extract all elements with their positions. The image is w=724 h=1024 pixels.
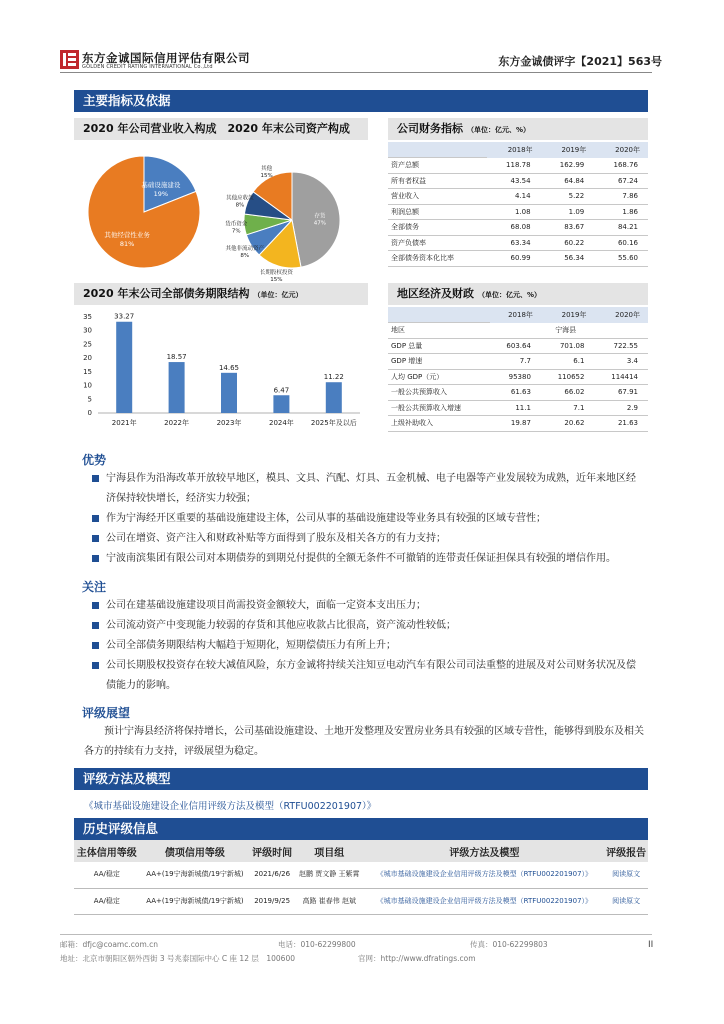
bullet-text: 作为宁海经开区重要的基础设施建设主体，公司从事的基础设施建设等业务具有较强的区域专营性； (106, 513, 546, 524)
cell: 2.9 (594, 400, 648, 416)
footer-email: 邮箱：dfjc@coamc.com.cn (60, 940, 159, 949)
history-cell: AA/稳定 (74, 888, 140, 914)
debt-y-tick: 25 (83, 340, 92, 349)
outlook-text: 预计宁海县经济将保持增长，公司基础设施建设、土地开发整理及安置房业务具有较强的区域专营性，能够得到股东及相关各方的持续有力支持，评级展望为稳定。 (84, 726, 644, 757)
footer-phone: 电话：010-62299800 (278, 940, 356, 949)
cell: 61.63 (490, 385, 541, 401)
cell: 所有者权益 (388, 173, 487, 189)
section-outlook: 评级展望 (82, 706, 131, 720)
logo-icon (60, 50, 79, 69)
bullet-item (92, 469, 637, 509)
debt-x-tick: 2025年及以后 (310, 419, 357, 427)
table-row (388, 416, 648, 432)
bullet-item (92, 616, 637, 636)
bullet-item (92, 509, 637, 529)
cell: 21.63 (594, 416, 648, 432)
cell: 68.08 (487, 220, 541, 236)
region-panel (388, 283, 648, 435)
history-cell: 赵鹏 贾文静 王紫霄 (294, 862, 364, 888)
pie-charts (74, 140, 368, 283)
company-name-en: GOLDEN CREDIT RATING INTERNATIONAL Co.,Ltd (82, 64, 213, 70)
bullet-text: 宁海县作为沿海改革开放较早地区，模具、文具、汽配、灯具、五金机械、电子电器等产业发展较为成熟，近年来地区经济保持较快增长，经济实力较强； (106, 473, 636, 504)
cell: 722.55 (594, 338, 648, 354)
cell: 5.22 (541, 189, 595, 205)
history-cell: 2021/6/26 (250, 862, 294, 888)
cell: 168.76 (594, 158, 648, 174)
cell: 全部债务资本化比率 (388, 251, 487, 267)
cell: 地区 (388, 323, 490, 339)
asset-label-pct: 15% (260, 173, 273, 180)
cell: 60.16 (594, 235, 648, 251)
cell: 全部债务 (388, 220, 487, 236)
cell: 64.84 (541, 173, 595, 189)
year-header: 2018年 (487, 142, 541, 158)
cell: 63.34 (487, 235, 541, 251)
table-row (388, 158, 648, 174)
year-header: 2019年 (541, 307, 595, 323)
asset-label (314, 211, 326, 226)
table-header-row (388, 307, 648, 323)
asset-label (260, 164, 272, 179)
cell: GDP 增速 (388, 354, 490, 370)
table-row (388, 235, 648, 251)
cell: 84.21 (594, 220, 648, 236)
history-cell[interactable]: 阅读原文 (604, 888, 648, 914)
history-cell[interactable]: 《城市基础设施建设企业信用评级方法及模型（RTFU002201907）》 (364, 888, 604, 914)
cell: 1.09 (541, 204, 595, 220)
cell: 66.02 (541, 385, 595, 401)
bullet-text: 公司全部债务期限结构大幅趋于短期化，短期偿债压力有所上升； (106, 640, 396, 651)
history-cell: 高路 崔春伟 赵斌 (294, 888, 364, 914)
history-header: 评级方法及模型 (364, 840, 604, 862)
debt-y-tick: 0 (87, 409, 92, 417)
debt-x-tick: 2023年 (216, 419, 242, 427)
table-row (388, 189, 648, 205)
year-header: 2020年 (594, 307, 648, 323)
debt-chart-title: 2020 年末公司全部债务期限结构 （单位：亿元） (74, 283, 368, 305)
cell: 1.08 (487, 204, 541, 220)
bullet-text: 公司在增资、资产注入和财政补贴等方面得到了股东及相关各方的有力支持； (106, 533, 446, 544)
debt-value-label: 18.57 (166, 353, 187, 362)
debt-bar (273, 395, 289, 413)
cell: 60.22 (541, 235, 595, 251)
cell: 60.99 (487, 251, 541, 267)
cell: 1.86 (594, 204, 648, 220)
cell: 7.86 (594, 189, 648, 205)
bullet-item (92, 596, 637, 616)
table-row (388, 251, 648, 267)
bullet-text: 公司流动资产中变现能力较弱的存货和其他应收款占比很高，资产流动性较低； (106, 620, 456, 631)
debt-y-tick: 15 (83, 367, 92, 376)
history-cell: AA+(19宁海新城债/19宁新城) (140, 862, 251, 888)
page-number: II (648, 940, 654, 950)
history-cell[interactable]: 《城市基础设施建设企业信用评级方法及模型（RTFU002201907）》 (364, 862, 604, 888)
revenue-chart-title: 2020 年公司营业收入构成 (83, 122, 217, 135)
debt-value-label: 11.22 (323, 373, 344, 382)
history-cell: 2019/9/25 (250, 888, 294, 914)
debt-y-tick: 20 (83, 354, 92, 363)
asset-label-pct: 15% (270, 276, 283, 283)
cell: 宁海县 (490, 323, 648, 339)
report-number: 东方金诚债评字【2021】563号 (498, 55, 662, 68)
debt-x-tick: 2022年 (164, 419, 190, 427)
cell: 701.08 (541, 338, 595, 354)
fin-panel (388, 118, 648, 274)
section-main-indicators: 主要指标及依据 (74, 90, 648, 112)
debt-bar (221, 373, 237, 413)
debt-bar (169, 362, 185, 413)
year-header: 2019年 (541, 142, 595, 158)
table-row (388, 204, 648, 220)
asset-label-name: 其他应收款 (226, 195, 254, 202)
cell: 67.24 (594, 173, 648, 189)
section-concerns: 关注 (82, 580, 107, 594)
debt-x-tick: 2024年 (268, 419, 294, 427)
bullet-text: 宁波南滨集团有限公司对本期债券的到期兑付提供的全额无条件不可撤销的连带责任保证担保具有较强的增信作用。 (106, 553, 616, 564)
history-row (74, 862, 648, 888)
cell: 20.62 (541, 416, 595, 432)
history-header: 主体信用等级 (74, 840, 140, 862)
debt-value-label: 14.65 (218, 363, 240, 372)
history-cell: AA+(19宁海新城债/19宁新城) (140, 888, 251, 914)
debt-value-label: 33.27 (114, 312, 135, 321)
table-row (388, 323, 648, 339)
cell: 95380 (490, 369, 541, 385)
table-row (388, 369, 648, 385)
asset-chart-title: 2020 年末公司资产构成 (227, 122, 350, 135)
asset-label-pct: 8% (240, 253, 250, 260)
revenue-label-pct: 81% (119, 239, 135, 248)
asset-label-name: 存货 (314, 213, 326, 220)
company-name-cn: 东方金诚国际信用评估有限公司 (82, 51, 250, 65)
table-row (388, 354, 648, 370)
logo-mark (60, 50, 79, 69)
cell: 利润总额 (388, 204, 487, 220)
cell: 603.64 (490, 338, 541, 354)
bullet-item (92, 529, 637, 549)
cell: 56.34 (541, 251, 595, 267)
revenue-label-name: 基础设施建设 (141, 181, 181, 190)
cell: 资产负债率 (388, 235, 487, 251)
cell: 11.1 (490, 400, 541, 416)
bullet-item (92, 656, 637, 696)
history-header: 债项信用等级 (140, 840, 251, 862)
asset-label-name: 其他 (261, 166, 273, 173)
asset-label-name: 其他非流动资产 (225, 246, 264, 253)
asset-label (260, 268, 294, 283)
cell: 7.1 (541, 400, 595, 416)
footer-rule (60, 934, 652, 935)
header-rule (60, 72, 652, 73)
table-row (388, 400, 648, 416)
asset-label-name: 长期股权投资 (259, 269, 293, 276)
footer-website[interactable]: 官网：http://www.dfratings.com (358, 954, 476, 963)
cell: 55.60 (594, 251, 648, 267)
cell: 人均 GDP（元） (388, 369, 490, 385)
pie-panel-title (74, 118, 368, 140)
fin-table-title: 公司财务指标 （单位：亿元、%） (388, 118, 648, 140)
debt-y-tick: 30 (83, 326, 92, 335)
asset-label-pct: 8% (235, 202, 245, 209)
history-table (74, 840, 648, 915)
section-advantages: 优势 (82, 453, 107, 467)
cell: 19.87 (490, 416, 541, 432)
section-methods: 评级方法及模型 (74, 768, 648, 790)
table-header-row (388, 142, 648, 158)
history-row (74, 888, 648, 914)
section-history: 历史评级信息 (74, 818, 648, 840)
table-row (388, 385, 648, 401)
asset-label (225, 244, 264, 259)
cell: 营业收入 (388, 189, 487, 205)
history-header: 评级时间 (250, 840, 294, 862)
cell: 3.4 (594, 354, 648, 370)
debt-y-tick: 35 (83, 313, 92, 321)
region-table-title: 地区经济及财政 （单位：亿元、%） (388, 283, 648, 305)
cell: 118.78 (487, 158, 541, 174)
asset-label-pct: 47% (313, 220, 326, 227)
cell: 43.54 (487, 173, 541, 189)
debt-bar (116, 322, 132, 413)
cell: 6.1 (541, 354, 595, 370)
cell: 一般公共预算收入 (388, 385, 490, 401)
bullet-item (92, 636, 637, 656)
cell: 83.67 (541, 220, 595, 236)
history-cell[interactable]: 阅读原文 (604, 862, 648, 888)
bullet-text: 公司长期股权投资存在较大减值风险，东方金诚将持续关注知豆电动汽车有限公司司法重整的进展及对公司财务状况及偿债能力的影响。 (106, 660, 636, 691)
cell: 一般公共预算收入增速 (388, 400, 490, 416)
bullet-text: 公司在建基础设施建设项目尚需投资金额较大，面临一定资本支出压力； (106, 600, 426, 611)
debt-y-tick: 10 (83, 381, 92, 390)
asset-label (225, 219, 248, 234)
cell: 上级补助收入 (388, 416, 490, 432)
debt-chart (74, 305, 368, 435)
history-header: 项目组 (294, 840, 364, 862)
fin-table (388, 142, 648, 267)
table-row (388, 173, 648, 189)
revenue-label-name: 其他经营性业务 (104, 230, 150, 239)
debt-y-tick: 5 (87, 395, 92, 404)
table-row (388, 338, 648, 354)
asset-label-name: 货币资金 (225, 221, 248, 228)
cell: 资产总额 (388, 158, 487, 174)
bullet-item (92, 549, 637, 569)
cell: 67.91 (594, 385, 648, 401)
debt-bar (326, 382, 342, 413)
revenue-label-pct: 19% (153, 190, 169, 199)
footer-fax: 传真：010-62299803 (470, 940, 548, 949)
year-header: 2020年 (594, 142, 648, 158)
method-link[interactable]: 《城市基础设施建设企业信用评级方法及模型（RTFU002201907）》 (84, 801, 377, 812)
table-row (388, 220, 648, 236)
cell: 114414 (594, 369, 648, 385)
debt-value-label: 6.47 (273, 386, 290, 395)
cell: GDP 总量 (388, 338, 490, 354)
debt-panel (74, 283, 368, 435)
history-cell: AA/稳定 (74, 862, 140, 888)
history-header: 评级报告 (604, 840, 648, 862)
history-header-row (74, 840, 648, 862)
asset-label-pct: 7% (231, 228, 241, 235)
debt-x-tick: 2021年 (111, 419, 137, 427)
cell: 4.14 (487, 189, 541, 205)
footer-address: 地址：北京市朝阳区朝外西街 3 号兆泰国际中心 C 座 12 层 100600 (60, 954, 295, 963)
cell: 110652 (541, 369, 595, 385)
year-header: 2018年 (490, 307, 541, 323)
pie-panel (74, 118, 368, 283)
region-table (388, 307, 648, 432)
cell: 162.99 (541, 158, 595, 174)
cell: 7.7 (490, 354, 541, 370)
